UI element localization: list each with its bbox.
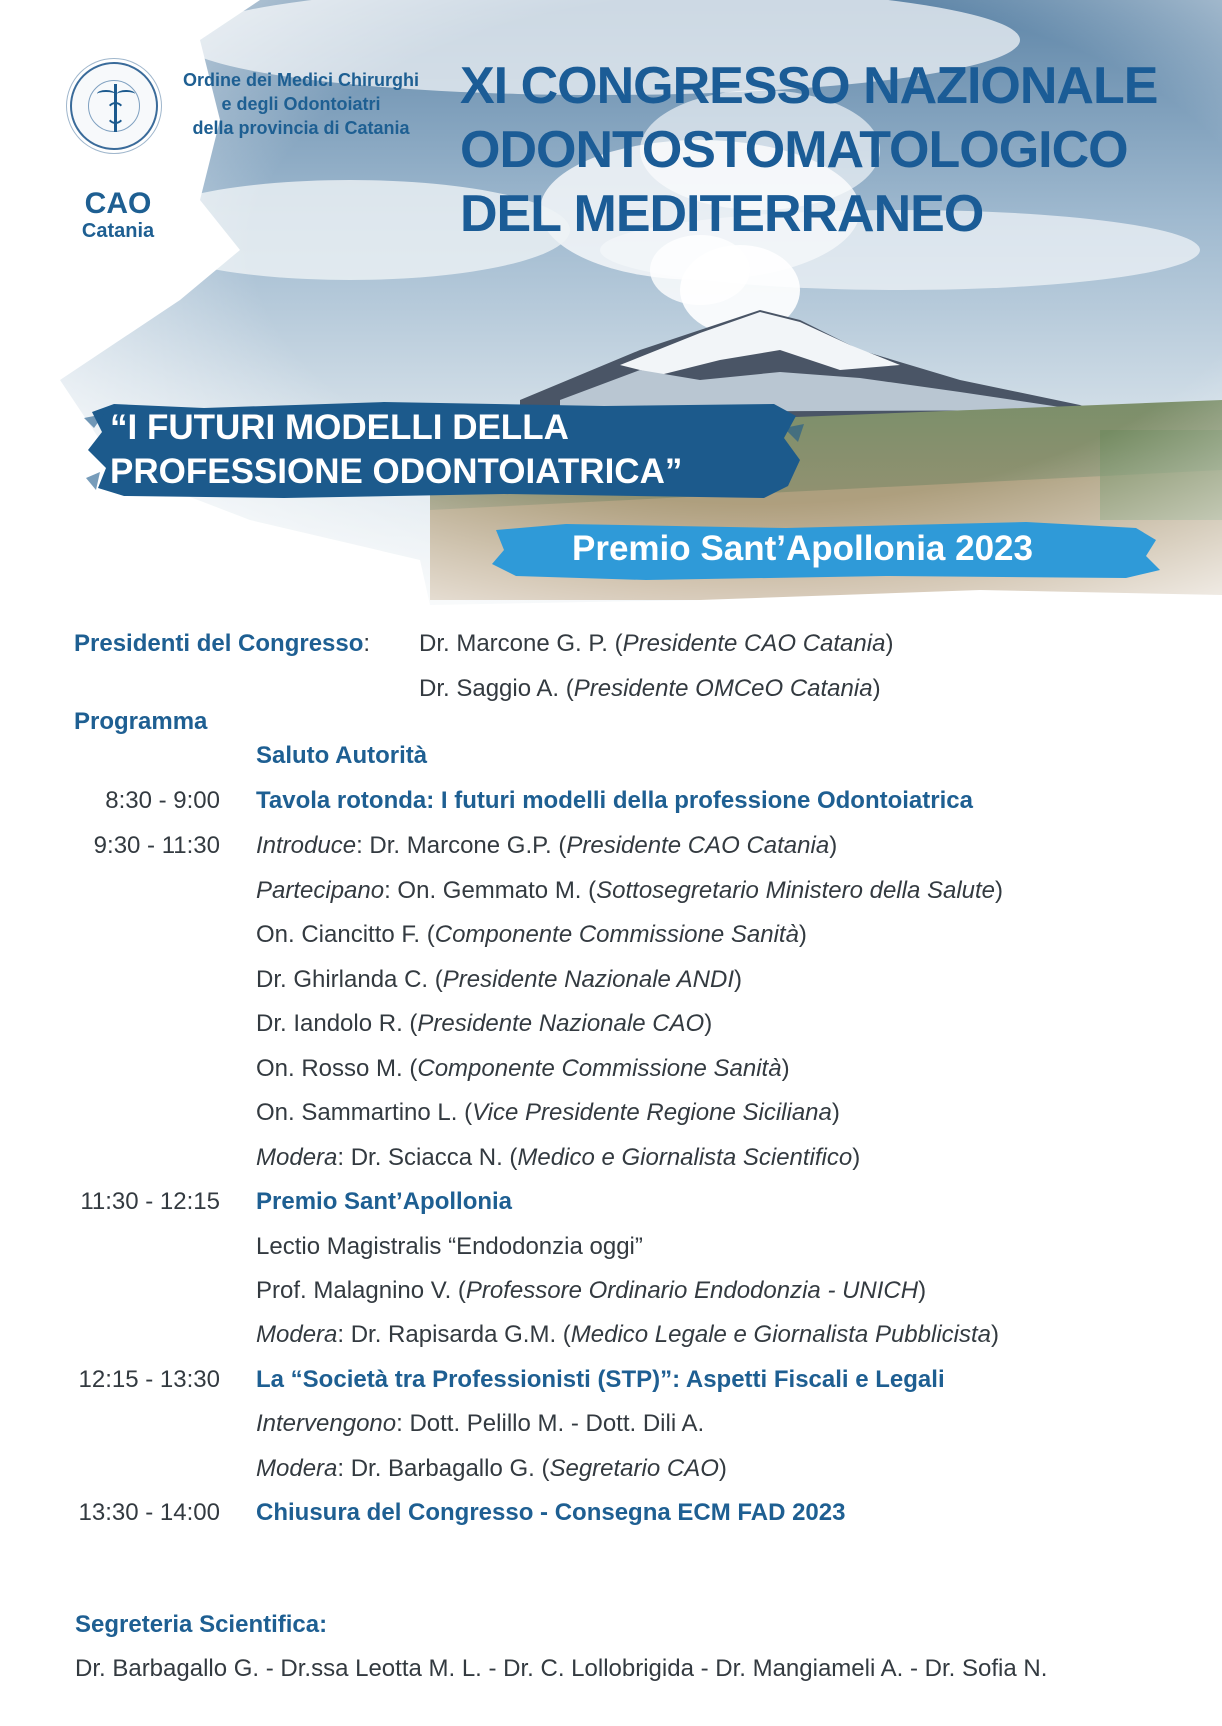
modera-2-name: : Dr. Rapisarda G.M. ( [337,1321,571,1348]
participant-2 [256,965,742,995]
ordine-medici-seal-logo [70,62,158,150]
malagnino-close: ) [918,1277,927,1304]
theme-banner [84,398,804,502]
modera-1-name: : Dr. Sciacca N. ( [337,1144,518,1171]
participant-5-name: On. Sammartino L. ( [256,1099,473,1126]
theme-title [110,406,682,494]
partecipano-line [256,876,1003,906]
modera-2-close: ) [991,1321,999,1348]
participant-1-name: On. Ciancitto F. ( [256,921,435,948]
introduce-role: Presidente CAO Catania [566,832,830,859]
lectio-line: Lectio Magistralis “Endodonzia oggi” [256,1233,643,1260]
programma-label: Programma [74,708,208,735]
participant-4-close: ) [781,1055,790,1082]
slot-5-time: 13:30 - 14:00 [78,1499,220,1526]
president-1-close: ) [885,630,894,657]
participant-2-close: ) [734,966,742,993]
org-name-line-1: Ordine dei Medici Chirurghi [182,70,420,90]
modera-2-line [256,1320,999,1350]
presidents-label [74,629,370,659]
malagnino-role: Professore Ordinario Endodonzia - UNICH [465,1277,919,1304]
president-2 [419,674,881,704]
intervengono-label: Intervengono [256,1410,397,1437]
segreteria-names: Dr. Barbagallo G. - Dr.ssa Leotta M. L. - Dr. C. Lollobrigida - Dr. Mangiameli A. - Dr. Sofia N. [75,1655,1048,1682]
participant-2-name: Dr. Ghirlanda C. ( [256,966,443,993]
modera-3-close: ) [718,1455,727,1482]
president-1 [419,629,893,659]
slot-1-title: Tavola rotonda: I futuri modelli della professione Odontoiatrica [256,787,973,814]
participant-1 [256,920,807,950]
slot-3-title: Premio Sant’Apollonia [256,1188,513,1215]
slot-1-time: 8:30 - 9:00 [105,787,220,814]
congress-title [460,54,1157,246]
participant-4-name: On. Rosso M. ( [256,1055,418,1082]
introduce-close: ) [829,832,838,859]
malagnino-line [256,1276,926,1306]
organization-name [166,68,436,140]
president-2-close: ) [872,675,881,702]
participant-5-role: Vice Presidente Regione Siciliana [472,1099,832,1126]
introduce-label: Introduce [256,832,357,859]
cao-catania-logo [68,188,168,242]
intervengono-line [256,1409,704,1439]
partecipano-role: Sottosegretario Ministero della Salute [596,877,996,904]
org-name-line-2: e degli Odontoiatri [221,94,381,114]
slot-3-time: 11:30 - 12:15 [80,1188,220,1215]
president-2-role: Presidente OMCeO Catania [573,675,873,702]
slot-4-title: La “Società tra Professionisti (STP)”: Aspetti Fiscali e Legali [256,1366,945,1393]
slot-4-time: 12:15 - 13:30 [78,1366,220,1393]
modera-1-label: Modera [256,1144,338,1171]
participant-5 [256,1098,840,1128]
slot-2-time: 9:30 - 11:30 [93,832,220,859]
congress-title-line-3: DEL MEDITERRANEO [460,185,984,243]
modera-1-role: Medico e Giornalista Scientifico [517,1144,853,1171]
president-1-name: Dr. Marcone G. P. ( [419,630,623,657]
partecipano-close: ) [995,877,1004,904]
modera-3-label: Modera [256,1455,338,1482]
modera-1-line [256,1143,860,1173]
presidents-label-text: Presidenti del Congresso [74,630,364,657]
slot-5-title: Chiusura del Congresso - Consegna ECM FAD 2023 [256,1499,846,1526]
award-title: Premio Sant’Apollonia 2023 [572,529,1033,568]
congress-title-line-2: ODONTOSTOMATOLOGICO [460,121,1128,179]
cao-logo-city: Catania [81,220,155,242]
participant-4 [256,1054,790,1084]
introduce-name: : Dr. Marcone G.P. ( [356,832,567,859]
participant-3 [256,1009,712,1039]
intervengono-names: : Dott. Pelillo M. - Dott. Dili A. [396,1410,705,1437]
modera-2-label: Modera [256,1321,338,1348]
participant-3-name: Dr. Iandolo R. ( [256,1010,418,1037]
cao-logo-text: CAO [84,187,152,220]
modera-3-line [256,1454,727,1484]
participant-5-close: ) [831,1099,840,1126]
president-1-role: Presidente CAO Catania [622,630,886,657]
theme-title-line-2: PROFESSIONE ODONTOIATRICA” [110,452,683,491]
award-banner [486,520,1162,582]
segreteria-label: Segreteria Scientifica: [75,1611,328,1638]
participant-1-close: ) [798,921,807,948]
modera-3-role: Segretario CAO [549,1455,719,1482]
participant-2-role: Presidente Nazionale ANDI [442,966,734,993]
modera-3-name: : Dr. Barbagallo G. ( [337,1455,550,1482]
theme-title-line-1: “I FUTURI MODELLI DELLA [110,408,569,447]
saluto-autorita: Saluto Autorità [256,742,428,769]
participant-3-close: ) [704,1010,713,1037]
participant-4-role: Componente Commissione Sanità [417,1055,782,1082]
introduce-line [256,831,837,861]
partecipano-name: : On. Gemmato M. ( [384,877,597,904]
modera-1-close: ) [852,1144,861,1171]
org-name-line-3: della provincia di Catania [192,118,410,138]
president-2-name: Dr. Saggio A. ( [419,675,574,702]
partecipano-label: Partecipano [256,877,385,904]
participant-3-role: Presidente Nazionale CAO [417,1010,705,1037]
modera-2-role: Medico Legale e Giornalista Pubblicista [570,1321,991,1348]
participant-1-role: Componente Commissione Sanità [434,921,799,948]
malagnino-name: Prof. Malagnino V. ( [256,1277,466,1304]
presidents-label-colon: : [363,630,371,657]
congress-title-line-1: XI CONGRESSO NAZIONALE [460,57,1158,115]
